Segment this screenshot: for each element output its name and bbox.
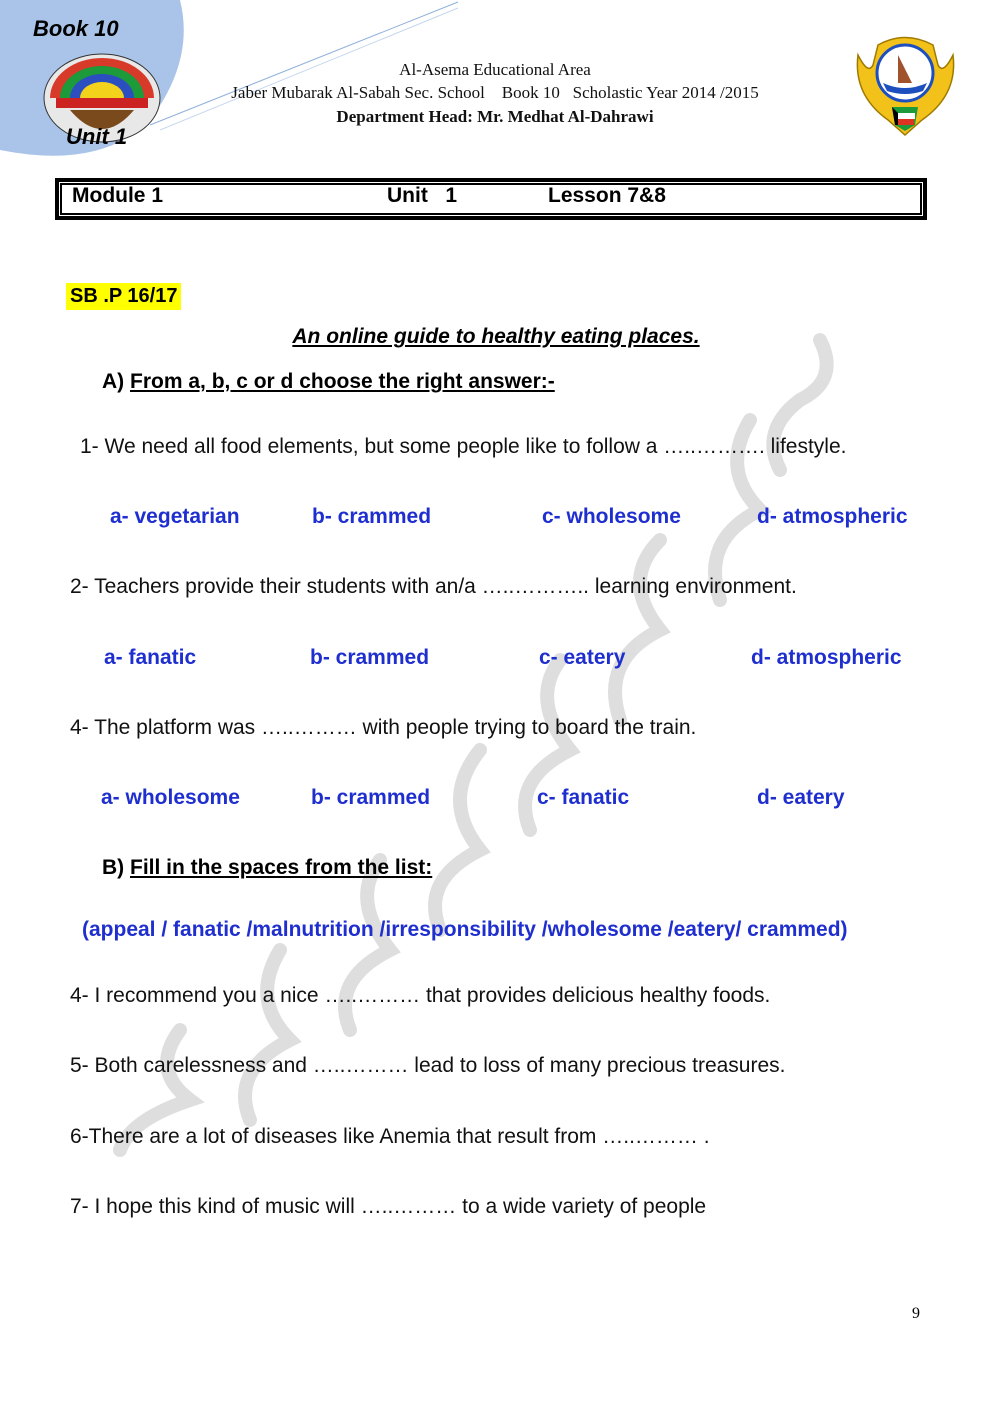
section-a-instruction: From a, b, c or d choose the right answer:- [130,370,555,393]
question-text: 4- The platform was …..……… with people trying to board the train. [70,716,697,739]
corner-book-label: Book 10 [33,16,119,41]
section-a-heading [102,370,555,394]
option-d: d- atmospheric [757,505,908,528]
header-line-department: Department Head: Mr. Medhat Al-Dahrawi [336,107,654,126]
option-a: a- wholesome [101,786,240,809]
page-number: 9 [912,1305,920,1322]
lesson-label: Lesson 7&8 [548,184,666,207]
fill-in-question: 5- Both carelessness and …..……… lead to loss of many precious treasures. [70,1054,786,1077]
option-b: b- crammed [310,646,430,669]
option-b: b- crammed [311,786,431,809]
fill-in-question: 7- I hope this kind of music will …..……… to a wide variety of people [70,1195,707,1218]
unit-label: Unit 1 [387,184,458,207]
section-b-heading [102,856,432,880]
question-text: 1- We need all food elements, but some people like to follow a …..………. lifestyle. [80,435,847,458]
header-line-area: Al-Asema Educational Area [399,60,591,79]
worksheet-title: An online guide to healthy eating places. [292,325,700,348]
fill-in-question: 6-There are a lot of diseases like Anemia that result from …..……… . [70,1125,710,1148]
module-label: Module 1 [72,184,164,207]
option-c: c- fanatic [537,786,630,809]
section-a-letter: A) [102,370,125,393]
page-reference-badge: SB .P 16/17 [66,283,181,310]
header-line-school: Jaber Mubarak Al-Sabah Sec. School Book 10 Scholastic Year 2014 /2015 [231,83,759,102]
option-c: c- eatery [539,646,626,669]
option-c: c- wholesome [542,505,681,528]
option-b: b- crammed [312,505,432,528]
question-text: 2- Teachers provide their students with an/a …..……….. learning environment. [70,575,797,598]
kuwait-emblem-icon [848,25,963,140]
option-d: d- atmospheric [751,646,902,669]
corner-unit-label: Unit 1 [66,124,128,149]
section-b-letter: B) [102,856,125,879]
word-list: (appeal / fanatic /malnutrition /irresponsibility /wholesome /eatery/ crammed) [82,918,848,941]
module-bar [55,178,927,220]
option-a: a- vegetarian [110,505,240,528]
section-b-instruction: Fill in the spaces from the list: [130,856,433,879]
option-a: a- fanatic [104,646,197,669]
option-d: d- eatery [757,786,845,809]
fill-in-question: 4- I recommend you a nice …..……… that provides delicious healthy foods. [70,984,771,1007]
